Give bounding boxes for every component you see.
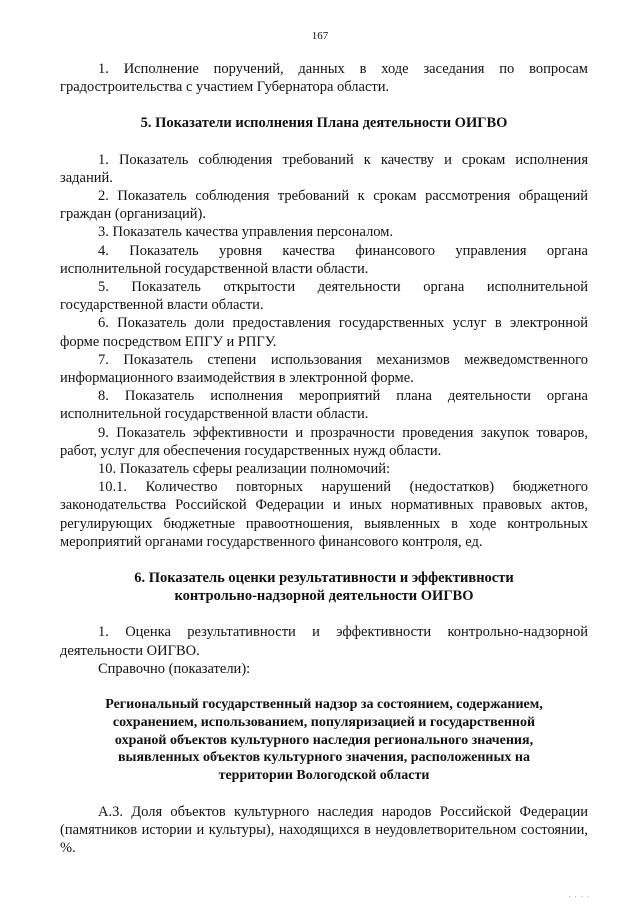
list-item: 5. Показатель открытости деятельности органа исполнительной государственной власти области. [60,279,588,314]
list-item: 6. Показатель доли предоставления государственных услуг в электронной форме посредством ЕПГУ и РПГУ. [60,315,588,350]
list-item: 3. Показатель качества управления персоналом. [98,224,394,241]
supervision-subheading: Региональный государственный надзор за состоянием, содержанием, сохранением, использованием, популяризацией и государственной охраной объектов культурного наследия регионального значения, выявленных объектов культурного значения, расположенных на территории Вологодской области [105,697,543,784]
indicator-a3: А.3. Доля объектов культурного наследия народов Российской Федерации (памятников истории и культуры), находящихся в неудовлетворительном состоянии, %. [60,804,588,857]
list-item: 4. Показатель уровня качества финансового управления органа исполнительной государственной власти области. [60,242,588,277]
section-6-title-line-1: 6. Показатель оценки результативности и эффективности [134,570,514,587]
list-item: 10.1. Количество повторных нарушений (недостатков) бюджетного законодательства Российской Федерации и иных нормативных правовых актов, регулирующих бюджетные правоотношения, выявленных в ходе контрольных мероприятий органами государственного финансового контроля, ед. [60,479,588,550]
footer-mark: · · · · [568,893,590,901]
section-6-title-line-2: контрольно-надзорной деятельности ОИГВО [174,588,474,605]
page-number: 167 [311,30,329,42]
section-5-title: 5. Показатели исполнения Плана деятельности ОИГВО [140,115,508,132]
list-item: 1. Показатель соблюдения требований к качеству и срокам исполнения заданий. [60,151,588,186]
list-item: 8. Показатель исполнения мероприятий плана деятельности органа исполнительной государственной власти области. [60,388,588,423]
document-body [60,60,588,858]
list-item: 2. Показатель соблюдения требований к срокам рассмотрения обращений граждан (организаций). [60,188,588,223]
list-item: 7. Показатель степени использования механизмов межведомственного информационного взаимодействия в электронной форме. [60,351,588,387]
reference-label: Справочно (показатели): [98,660,251,677]
intro-item: 1. Исполнение поручений, данных в ходе заседания по вопросам градостроительства с участием Губернатора области. [60,61,588,96]
section-5-list [60,151,588,551]
list-item: 9. Показатель эффективности и прозрачности проведения закупок товаров, работ, услуг для обеспечения государственных нужд области. [60,424,588,459]
section-6-item-1: 1. Оценка результативности и эффективности контрольно-надзорной деятельности ОИГВО. [60,624,588,659]
list-item: 10. Показатель сферы реализации полномочий: [98,461,390,478]
